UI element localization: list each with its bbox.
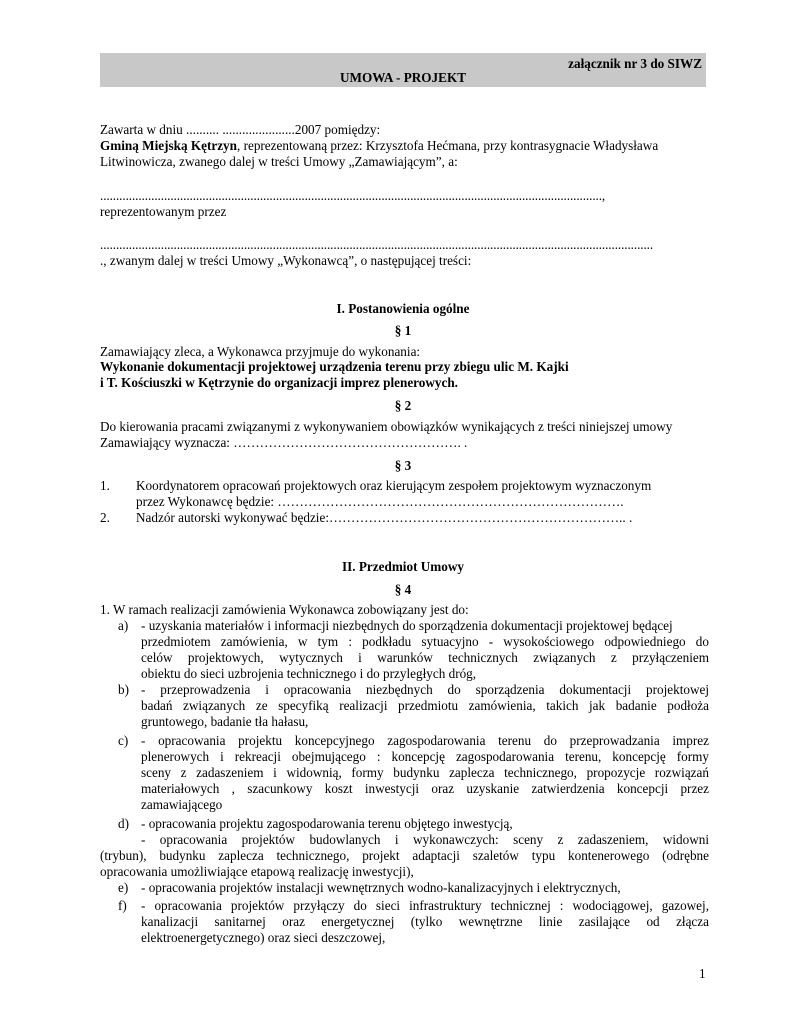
header-band	[100, 53, 706, 87]
paragraph-mark: § 2	[394, 398, 412, 413]
contractor-definition: ., zwanym dalej w treści Umowy „Wykonawcą”, o następującej treści:	[100, 253, 472, 268]
representative-label: reprezentowanym przez	[100, 204, 227, 219]
list-item-text: - opracowania projektu zagospodarowania terenu objętego inwestycją,	[141, 816, 513, 831]
party-line	[100, 138, 658, 154]
paragraph-text: 1. W ramach realizacji zamówienia Wykonawca zobowiązany jest do:	[100, 602, 469, 617]
list-number: 2.	[100, 510, 110, 525]
page-number: 1	[699, 966, 706, 981]
paragraph-text: Do kierowania pracami związanymi z wykonywaniem obowiązków wynikających z treści niniejszej umowy	[100, 419, 673, 434]
list-item-text: sceny z zadaszeniem i widownią, formy budynku zaplecza technicznego, propozycje rozwiązań	[141, 765, 709, 780]
list-letter: f)	[118, 898, 127, 913]
section-heading: II. Przedmiot Umowy	[342, 559, 464, 574]
list-item-text: - opracowania projektów przyłączy do sieci infrastruktury technicznej : wodociągowej, gazowej,	[141, 898, 709, 913]
paragraph-text: Zamawiający zleca, a Wykonawca przyjmuje do wykonania:	[100, 344, 421, 359]
paragraph-mark: § 1	[394, 323, 412, 338]
list-item-text: opracowania umożliwiające etapową realizację inwestycji),	[100, 864, 414, 879]
paragraph-mark: § 3	[394, 458, 412, 473]
attachment-label: załącznik nr 3 do SIWZ	[568, 56, 702, 71]
list-item-text: - opracowania projektów budowlanych i wykonawczych: sceny z zadaszeniem, widowni	[141, 832, 709, 847]
paragraph-mark: § 4	[394, 582, 412, 597]
contract-date-line: Zawarta w dniu .......... ......................2007 pomiędzy:	[100, 122, 381, 137]
list-item-text: gruntowego, badanie tła hałasu,	[141, 714, 309, 729]
party-line-continued: Litwinowicza, zwanego dalej w treści Umowy „Zamawiającym”, a:	[100, 154, 458, 169]
list-item-text: przez Wykonawcę będzie: …………………………………………………………………….	[136, 494, 624, 509]
list-item-text: przedmiotem zamówienia, w tym : podkładu sytuacyjno - wysokościowego odpowiedniego do	[141, 634, 709, 649]
list-number: 1.	[100, 478, 110, 493]
list-item-text: kanalizacji sanitarnej oraz energetycznej (tylko wewnętrzne linie zasilające od złącza	[141, 914, 709, 929]
section-heading: I. Postanowienia ogólne	[336, 301, 470, 316]
party-name: Gminą Miejską Kętrzyn	[100, 138, 237, 153]
list-item-text: zamawiającego	[141, 797, 223, 812]
list-item-text: - uzyskania materiałów i informacji niezbędnych do sporządzenia dokumentacji projektowej będącej	[141, 618, 673, 633]
list-item-text: - opracowania projektu koncepcyjnego zagospodarowania terenu do przeprowadzania imprez	[141, 733, 709, 748]
list-item-text: elektroenergetycznego) oraz sieci deszczowej,	[141, 930, 386, 945]
list-item-text: badań związanych ze specyfiką realizacji przedmiotu zamówienia, takich jak badanie podłoża	[141, 698, 709, 713]
list-item-text: - opracowania projektów instalacji wewnętrznych wodno-kanalizacyjnych i elektrycznych,	[141, 880, 621, 895]
list-item-text: (trybun), budynku zaplecza technicznego, projekt adaptacji szaletów typu kontenerowego (odrębne	[100, 848, 709, 863]
list-item-text: Nadzór autorski wykonywać będzie:………………………………………………………….. .	[136, 510, 633, 525]
list-item-text: celów projektowych, wytycznych i warunków technicznych związanych z przyłączeniem	[141, 650, 709, 665]
party-representation: , reprezentowaną przez: Krzysztofa Hećmana, przy kontrasygnacie Władysława	[236, 138, 659, 153]
subject-title-continued: i T. Kościuszki w Kętrzynie do organizacji imprez plenerowych.	[100, 375, 458, 390]
list-item-text: Koordynatorem opracowań projektowych oraz kierującym zespołem projektowym wyznaczonym	[136, 478, 652, 493]
list-item-text: obiektu do sieci uzbrojenia technicznego i do przyległych dróg,	[141, 666, 477, 681]
document-title: UMOWA - PROJEKT	[339, 70, 466, 85]
list-item-text: plenerowych i rekreacji obejmującego : koncepcję zagospodarowania terenu, koncepcję formy	[141, 749, 709, 764]
list-letter: a)	[118, 618, 129, 633]
list-item-text: materiałowych , szacunkowy koszt inwestycji oraz uzyskanie zatwierdzenia koncepcji przez	[141, 781, 709, 796]
list-letter: d)	[118, 816, 129, 831]
list-item-text: - przeprowadzenia i opracowania niezbędnych do sporządzenia dokumentacji projektowej	[141, 682, 709, 697]
contractor-placeholder: .............................................................................................................................................................,	[100, 188, 606, 203]
subject-title: Wykonanie dokumentacji projektowej urządzenia terenu przy zbiegu ulic M. Kajki	[100, 359, 569, 374]
list-letter: b)	[118, 682, 129, 697]
representative-placeholder: .............................................................................................................................................................................	[100, 237, 654, 252]
list-letter: c)	[118, 733, 129, 748]
list-letter: e)	[118, 880, 129, 895]
paragraph-text: Zamawiający wyznacza: ……………………………………………. .	[100, 435, 468, 450]
